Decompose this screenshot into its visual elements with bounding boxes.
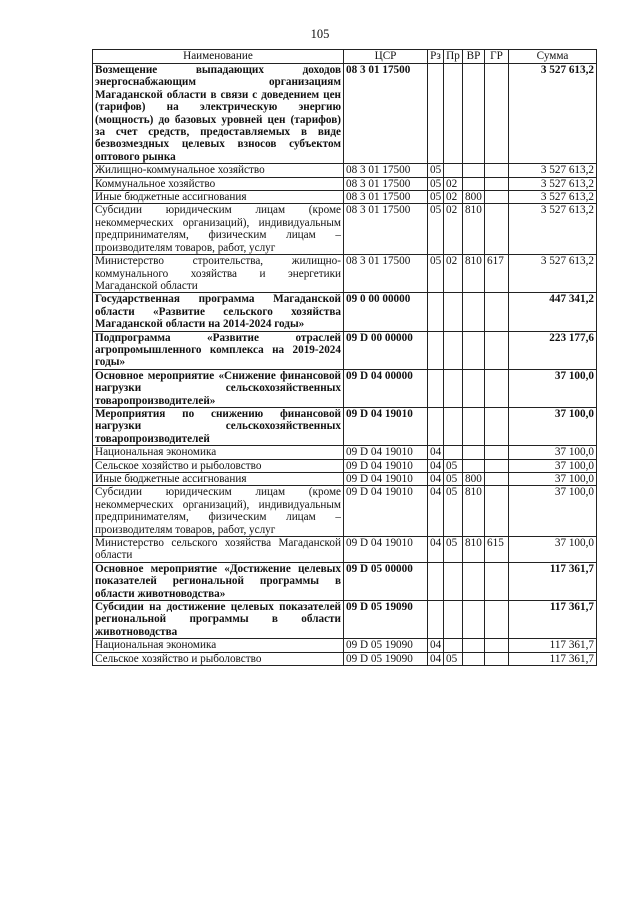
cell-pr: 02 bbox=[444, 177, 463, 190]
cell-csr: 09 D 05 19090 bbox=[344, 601, 428, 639]
cell-pr: 05 bbox=[444, 486, 463, 537]
cell-sum: 3 527 613,2 bbox=[509, 164, 597, 177]
cell-name: Сельское хозяйство и рыболовство bbox=[93, 459, 344, 472]
cell-pr bbox=[444, 164, 463, 177]
cell-rz: 05 bbox=[428, 177, 444, 190]
table-row bbox=[93, 652, 597, 665]
cell-name: Жилищно-коммунальное хозяйство bbox=[93, 164, 344, 177]
cell-sum: 3 527 613,2 bbox=[509, 255, 597, 293]
cell-gr bbox=[485, 446, 509, 459]
table-row bbox=[93, 293, 597, 331]
budget-table bbox=[92, 49, 597, 666]
cell-gr bbox=[485, 407, 509, 445]
cell-gr bbox=[485, 331, 509, 369]
cell-rz: 04 bbox=[428, 473, 444, 486]
cell-csr: 09 D 05 19090 bbox=[344, 639, 428, 652]
table-row bbox=[93, 204, 597, 255]
cell-csr: 08 3 01 17500 bbox=[344, 164, 428, 177]
cell-csr: 08 3 01 17500 bbox=[344, 191, 428, 204]
cell-gr bbox=[485, 601, 509, 639]
cell-rz: 05 bbox=[428, 191, 444, 204]
cell-rz: 04 bbox=[428, 652, 444, 665]
cell-name: Сельское хозяйство и рыболовство bbox=[93, 652, 344, 665]
cell-csr: 09 D 04 19010 bbox=[344, 537, 428, 563]
cell-gr bbox=[485, 177, 509, 190]
cell-gr: 615 bbox=[485, 537, 509, 563]
cell-vr: 800 bbox=[463, 473, 485, 486]
cell-sum: 3 527 613,2 bbox=[509, 177, 597, 190]
cell-rz: 05 bbox=[428, 164, 444, 177]
cell-rz: 04 bbox=[428, 486, 444, 537]
cell-vr: 810 bbox=[463, 255, 485, 293]
cell-gr: 617 bbox=[485, 255, 509, 293]
cell-sum: 3 527 613,2 bbox=[509, 64, 597, 164]
cell-name: Иные бюджетные ассигнования bbox=[93, 473, 344, 486]
cell-sum: 117 361,7 bbox=[509, 601, 597, 639]
cell-sum: 447 341,2 bbox=[509, 293, 597, 331]
cell-name: Субсидии юридическим лицам (кроме некоммерческих организаций), индивидуальным предпринимателям, физическим лицам – производителям товаров, работ, услуг bbox=[93, 204, 344, 255]
header-csr: ЦСР bbox=[344, 50, 428, 64]
cell-rz: 04 bbox=[428, 639, 444, 652]
table-row bbox=[93, 255, 597, 293]
cell-pr bbox=[444, 64, 463, 164]
cell-pr bbox=[444, 331, 463, 369]
cell-name: Коммунальное хозяйство bbox=[93, 177, 344, 190]
cell-vr bbox=[463, 177, 485, 190]
cell-gr bbox=[485, 459, 509, 472]
cell-pr bbox=[444, 562, 463, 600]
header-rz: Рз bbox=[428, 50, 444, 64]
cell-vr bbox=[463, 601, 485, 639]
cell-name: Министерство сельского хозяйства Магаданской области bbox=[93, 537, 344, 563]
cell-vr bbox=[463, 562, 485, 600]
cell-gr bbox=[485, 191, 509, 204]
cell-gr bbox=[485, 473, 509, 486]
cell-pr: 05 bbox=[444, 537, 463, 563]
header-sum: Сумма bbox=[509, 50, 597, 64]
cell-csr: 09 D 04 19010 bbox=[344, 407, 428, 445]
cell-sum: 37 100,0 bbox=[509, 486, 597, 537]
cell-sum: 117 361,7 bbox=[509, 652, 597, 665]
cell-gr bbox=[485, 562, 509, 600]
cell-sum: 37 100,0 bbox=[509, 537, 597, 563]
cell-pr: 05 bbox=[444, 473, 463, 486]
cell-rz bbox=[428, 64, 444, 164]
cell-sum: 117 361,7 bbox=[509, 562, 597, 600]
table-row bbox=[93, 639, 597, 652]
table-row bbox=[93, 331, 597, 369]
cell-name: Национальная экономика bbox=[93, 639, 344, 652]
cell-csr: 09 D 04 00000 bbox=[344, 369, 428, 407]
table-row bbox=[93, 562, 597, 600]
cell-name: Основное мероприятие «Достижение целевых показателей региональной программы в области животноводства» bbox=[93, 562, 344, 600]
cell-rz: 04 bbox=[428, 459, 444, 472]
cell-pr bbox=[444, 639, 463, 652]
cell-csr: 09 D 04 19010 bbox=[344, 473, 428, 486]
cell-pr bbox=[444, 369, 463, 407]
header-gr: ГР bbox=[485, 50, 509, 64]
cell-name: Министерство строительства, жилищно-коммунального хозяйства и энергетики Магаданской области bbox=[93, 255, 344, 293]
cell-rz bbox=[428, 407, 444, 445]
cell-name: Подпрограмма «Развитие отраслей агропромышленного комплекса на 2019-2024 годы» bbox=[93, 331, 344, 369]
cell-vr: 810 bbox=[463, 204, 485, 255]
cell-vr bbox=[463, 331, 485, 369]
cell-csr: 08 3 01 17500 bbox=[344, 177, 428, 190]
table-row bbox=[93, 369, 597, 407]
cell-name: Субсидии юридическим лицам (кроме некоммерческих организаций), индивидуальным предпринимателям, физическим лицам – производителям товаров, работ, услуг bbox=[93, 486, 344, 537]
cell-rz: 05 bbox=[428, 204, 444, 255]
cell-gr bbox=[485, 486, 509, 537]
cell-gr bbox=[485, 369, 509, 407]
cell-rz bbox=[428, 369, 444, 407]
cell-vr bbox=[463, 293, 485, 331]
cell-name: Возмещение выпадающих доходов энергоснабжающим организациям Магаданской области в связи с доведением цен (тарифов) на электрическую энергию (мощность) до базовых уровней цен (тарифов) за счет средств, предоставляемых в виде безвозмездных целевых взносов субъектом оптового рынка bbox=[93, 64, 344, 164]
cell-sum: 223 177,6 bbox=[509, 331, 597, 369]
table-row bbox=[93, 459, 597, 472]
cell-pr: 02 bbox=[444, 204, 463, 255]
cell-gr bbox=[485, 652, 509, 665]
cell-sum: 117 361,7 bbox=[509, 639, 597, 652]
cell-csr: 09 D 05 00000 bbox=[344, 562, 428, 600]
cell-rz bbox=[428, 293, 444, 331]
cell-gr bbox=[485, 639, 509, 652]
cell-name: Основное мероприятие «Снижение финансовой нагрузки сельскохозяйственных товаропроизводителей» bbox=[93, 369, 344, 407]
cell-gr bbox=[485, 64, 509, 164]
cell-rz bbox=[428, 331, 444, 369]
cell-sum: 37 100,0 bbox=[509, 369, 597, 407]
cell-pr: 02 bbox=[444, 191, 463, 204]
cell-gr bbox=[485, 164, 509, 177]
table-row bbox=[93, 177, 597, 190]
cell-pr: 05 bbox=[444, 459, 463, 472]
cell-vr bbox=[463, 407, 485, 445]
cell-csr: 09 D 05 19090 bbox=[344, 652, 428, 665]
cell-rz: 05 bbox=[428, 255, 444, 293]
cell-vr: 810 bbox=[463, 537, 485, 563]
cell-gr bbox=[485, 293, 509, 331]
cell-pr: 05 bbox=[444, 652, 463, 665]
cell-sum: 37 100,0 bbox=[509, 473, 597, 486]
cell-vr bbox=[463, 369, 485, 407]
cell-pr: 02 bbox=[444, 255, 463, 293]
cell-pr bbox=[444, 601, 463, 639]
cell-gr bbox=[485, 204, 509, 255]
header-pr: Пр bbox=[444, 50, 463, 64]
cell-sum: 37 100,0 bbox=[509, 407, 597, 445]
cell-csr: 09 0 00 00000 bbox=[344, 293, 428, 331]
cell-csr: 09 D 04 19010 bbox=[344, 486, 428, 537]
cell-vr bbox=[463, 459, 485, 472]
table-row bbox=[93, 446, 597, 459]
table-row bbox=[93, 164, 597, 177]
table-body bbox=[93, 64, 597, 666]
cell-csr: 08 3 01 17500 bbox=[344, 64, 428, 164]
table-row bbox=[93, 486, 597, 537]
table-row bbox=[93, 191, 597, 204]
cell-name: Государственная программа Магаданской области «Развитие сельского хозяйства Магаданской области на 2014-2024 годы» bbox=[93, 293, 344, 331]
cell-vr bbox=[463, 64, 485, 164]
header-vr: ВР bbox=[463, 50, 485, 64]
cell-sum: 3 527 613,2 bbox=[509, 191, 597, 204]
cell-vr: 800 bbox=[463, 191, 485, 204]
cell-pr bbox=[444, 407, 463, 445]
header-name: Наименование bbox=[93, 50, 344, 64]
cell-rz bbox=[428, 601, 444, 639]
cell-vr bbox=[463, 164, 485, 177]
cell-csr: 09 D 00 00000 bbox=[344, 331, 428, 369]
cell-vr bbox=[463, 639, 485, 652]
cell-rz: 04 bbox=[428, 537, 444, 563]
cell-sum: 3 527 613,2 bbox=[509, 204, 597, 255]
cell-vr: 810 bbox=[463, 486, 485, 537]
cell-name: Иные бюджетные ассигнования bbox=[93, 191, 344, 204]
cell-pr bbox=[444, 293, 463, 331]
page-number: 105 bbox=[310, 27, 330, 41]
cell-name: Мероприятия по снижению финансовой нагрузки сельскохозяйственных товаропроизводителей bbox=[93, 407, 344, 445]
table-header-row bbox=[93, 50, 597, 64]
cell-pr bbox=[444, 446, 463, 459]
table-row bbox=[93, 407, 597, 445]
cell-csr: 08 3 01 17500 bbox=[344, 255, 428, 293]
cell-vr bbox=[463, 446, 485, 459]
cell-csr: 08 3 01 17500 bbox=[344, 204, 428, 255]
cell-name: Субсидии на достижение целевых показателей региональной программы в области животноводства bbox=[93, 601, 344, 639]
cell-sum: 37 100,0 bbox=[509, 459, 597, 472]
cell-rz bbox=[428, 562, 444, 600]
table-row bbox=[93, 473, 597, 486]
cell-name: Национальная экономика bbox=[93, 446, 344, 459]
cell-vr bbox=[463, 652, 485, 665]
cell-sum: 37 100,0 bbox=[509, 446, 597, 459]
table-row bbox=[93, 64, 597, 164]
table-row bbox=[93, 537, 597, 563]
table-row bbox=[93, 601, 597, 639]
cell-csr: 09 D 04 19010 bbox=[344, 459, 428, 472]
cell-csr: 09 D 04 19010 bbox=[344, 446, 428, 459]
cell-rz: 04 bbox=[428, 446, 444, 459]
